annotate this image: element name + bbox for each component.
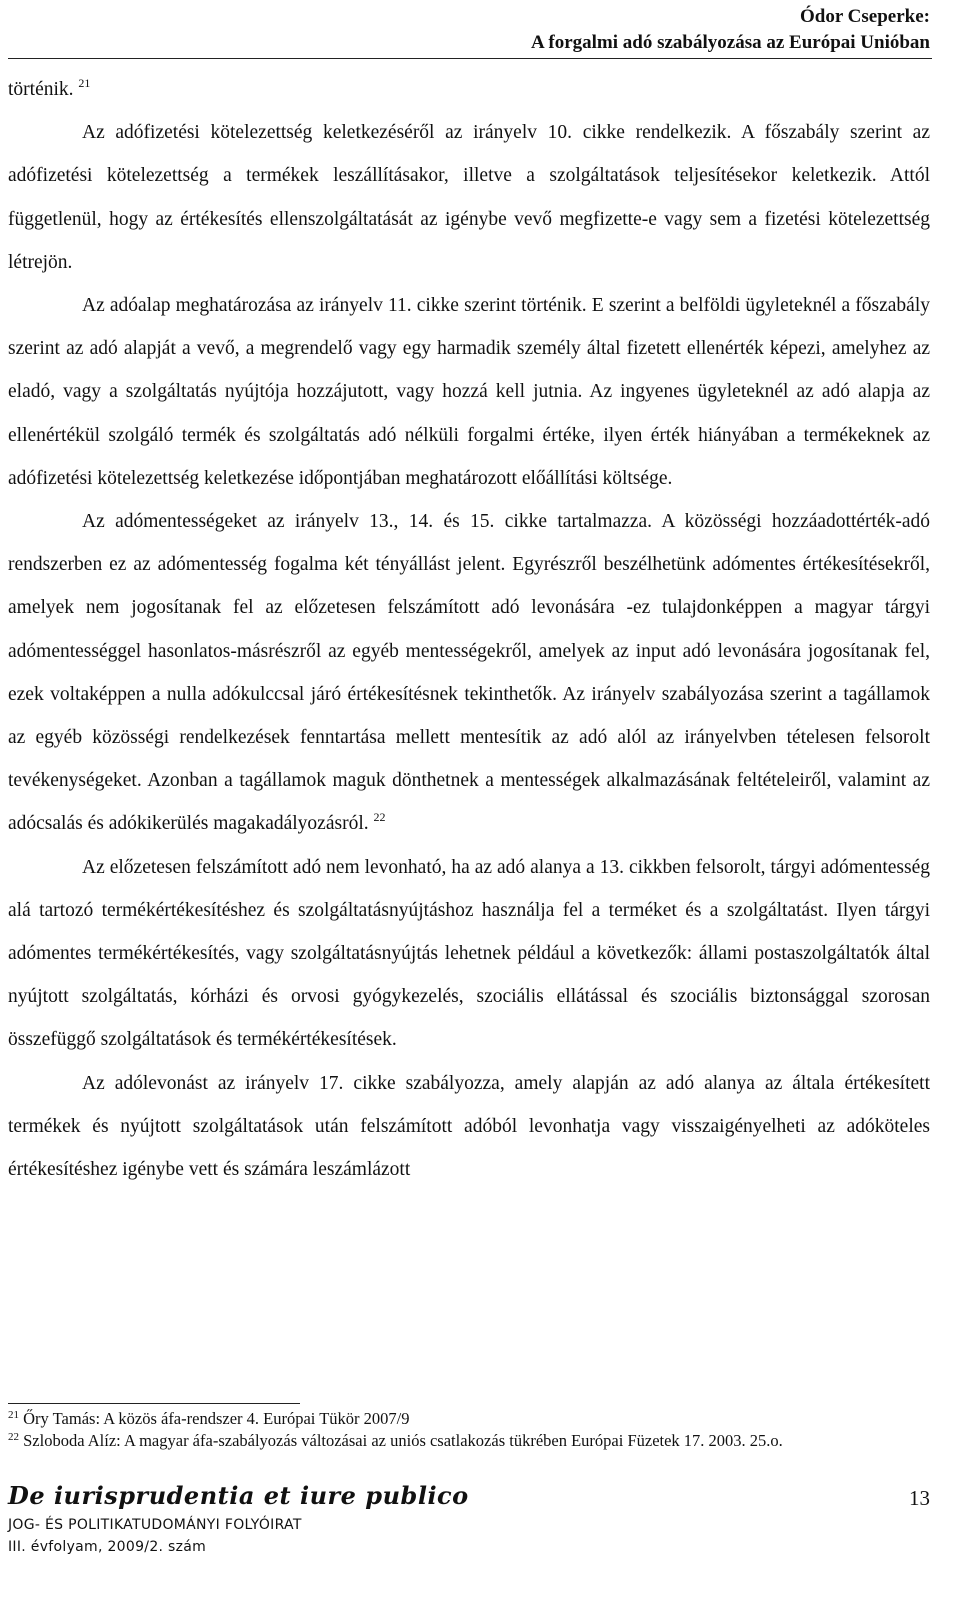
header-author: Ódor Cseperke: [800,6,930,27]
body-text [8,68,930,1191]
footnote-ref[interactable]: 22 [373,810,386,825]
journal-issue: III. évfolyam, 2009/2. szám [8,1539,207,1555]
footnote-number: 21 [8,1409,19,1421]
footnote-number: 22 [8,1431,19,1443]
paragraph: Az adóalap meghatározása az irányelv 11. cikke szerint történik. E szerint a belföldi ügyleteknél a főszabály szerint az adó alapját a vevő, a megrendelő vagy egy harmadik személy által fizetett ellenérték képezi, amelyhez az eladó, vagy a szolgáltatás nyújtója hozzájutott, vagy hozzá kell jutnia. Az ingyenes ügyleteknél az adó alapja az ellenértékül szolgáló termék és szolgáltatás adó nélküli forgalmi értéke, ilyen érték hiányában a termékeknek az adófizetési kötelezettség keletkezése időpontjában meghatározott előállítási költsége. [8,295,930,489]
paragraph: Az adófizetési kötelezettség keletkezéséről az irányelv 10. cikke rendelkezik. A főszabály szerint az adófizetési kötelezettség a termékek leszállításakor, illetve a szolgáltatások teljesítésekor keletkezik. Attól függetlenül, hogy az értékesítés ellenszolgáltatását az igénybe vevő megfizette-e vagy sem a fizetési kötelezettség létrejön. [8,122,930,273]
paragraph: Az adólevonást az irányelv 17. cikke szabályozza, amely alapján az adó alanya az általa értékesített termékek és nyújtott szolgáltatások után felszámított adóból levonhatja vagy visszaigényelheti az adóköteles értékesítéshez igénybe vett és számára leszámlázott [8,1072,930,1181]
footnote-text: Szloboda Alíz: A magyar áfa-szabályozás változásai az uniós csatlakozás tükrében Európai Füzetek 17. 2003. 25.o. [23,1431,783,1450]
footnote-rule [8,1403,300,1404]
footnote-text: Őry Tamás: A közös áfa-rendszer 4. Európai Tükör 2007/9 [23,1409,410,1428]
footnote [8,1430,930,1452]
header-title: A forgalmi adó szabályozása az Európai Unióban [530,32,930,53]
paragraph-text: történik. [8,79,74,100]
footnote-ref[interactable]: 21 [78,76,91,90]
journal-subtitle: JOG- ÉS POLITIKATUDOMÁNYI FOLYÓIRAT [8,1517,302,1533]
paragraph: Az előzetesen felszámított adó nem levonható, ha az adó alanya a 13. cikkben felsorolt, tárgyi adómentesség alá tartozó termékértékesítéshez és szolgáltatásnyújtáshoz használja fel a terméket és a szolgáltatást. Ilyen tárgyi adómentes termékértékesítés, vagy szolgáltatásnyújtás lehetnek például a következők: állami postaszolgáltatók által nyújtott szolgáltatás, kórházi és orvosi gyógykezelés, szociális ellátással és szociális biztonsággal szorosan összefüggő szolgáltatások és termékértékesítések. [8,856,930,1051]
journal-footer [8,1478,469,1558]
journal-latin-title: De iurisprudentia et iure publico [8,1481,469,1510]
running-header [531,4,930,56]
footnote [8,1408,930,1430]
footnotes [8,1408,930,1452]
paragraph-continuation [8,68,930,111]
page-number: 13 [909,1486,930,1510]
paragraph-text: Az adómentességeket az irányelv 13., 14. és 15. cikke tartalmazza. A közösségi hozzáadottérték-adó rendszerben ez az adómentesség fogalma két tényállást jelent. Egyrészről beszélhetünk adómentes értékesítésekről, amelyek nem jogosítanak fel az előzetesen felszámított adó levonására -ez tulajdonképpen a magyar tárgyi adómentességgel hasonlatos-másrészről az egyéb mentességekről, amelyek az input adó levonására jogosítanak fel, ezek voltaképpen a nulla adókulccsal járó értékesítésnek tekinthetők. Az irányelv szabályozása szerint a tagállamok az egyéb közösségi rendelkezések fenntartása mellett mentesítik az adó alól az irányelvben tételesen felsorolt tevékenységeket. Azonban a tagállamok maguk dönthetnek a mentességek alkalmazásának feltételeiről, valamint az adócsalás és adókikerülés magakadályozásról. [8,511,930,835]
paragraph [8,500,930,846]
header-rule [8,58,932,59]
